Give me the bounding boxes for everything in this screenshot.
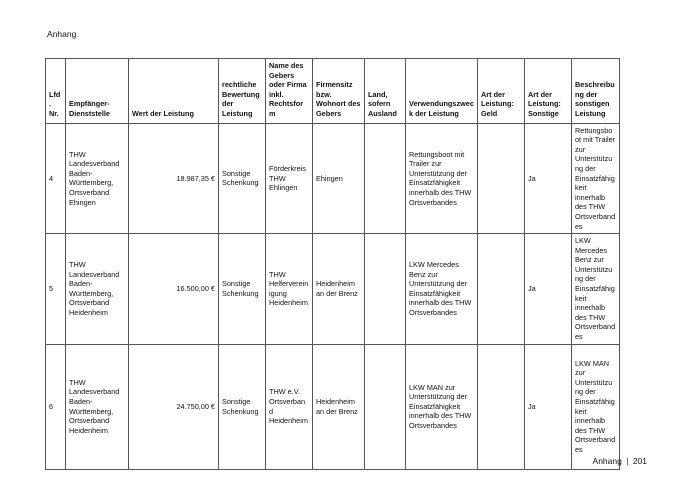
column-header: Firmensitz bzw. Wohnort des Gebers — [313, 59, 365, 124]
cell-description: LKW Mercedes Benz zur Unterstützung der Einsatzfähigkeit innerhalb des THW Ortsverbandes — [572, 234, 620, 345]
cell-legal: Sonstige Schenkung — [219, 344, 266, 469]
donations-table — [45, 58, 620, 470]
cell-money — [478, 234, 525, 345]
column-header: Art der Leistung: Geld — [478, 59, 525, 124]
cell-value: 18.987,35 € — [129, 123, 219, 234]
cell-donor: THW e.V. Ortsverband Heidenheim — [266, 344, 313, 469]
cell-seat: Heidenheim an der Brenz — [313, 234, 365, 345]
page-header-title: Anhang — [47, 29, 77, 39]
cell-legal: Sonstige Schenkung — [219, 123, 266, 234]
cell-country — [365, 344, 406, 469]
table-header-row — [46, 59, 620, 124]
cell-donor: Förderkreis THW Ehlingen — [266, 123, 313, 234]
column-header: rechtliche Bewertung der Leistung — [219, 59, 266, 124]
cell-nr: 4 — [46, 123, 66, 234]
column-header: Lfd. Nr. — [46, 59, 66, 124]
table-row — [46, 234, 620, 345]
cell-other: Ja — [525, 234, 572, 345]
table-row — [46, 344, 620, 469]
cell-seat: Heidenheim an der Brenz — [313, 344, 365, 469]
column-header: Wert der Leistung — [129, 59, 219, 124]
cell-nr: 5 — [46, 234, 66, 345]
cell-seat: Ehingen — [313, 123, 365, 234]
cell-other: Ja — [525, 344, 572, 469]
cell-other: Ja — [525, 123, 572, 234]
column-header: Verwendungszweck der Leistung — [406, 59, 478, 124]
table-row — [46, 123, 620, 234]
column-header: Land, sofern Ausland — [365, 59, 406, 124]
cell-country — [365, 234, 406, 345]
footer-section: Anhang — [592, 456, 622, 466]
cell-money — [478, 123, 525, 234]
cell-country — [365, 123, 406, 234]
column-header: Name des Gebers oder Firma inkl. Rechtsform — [266, 59, 313, 124]
page-number: 201 — [632, 456, 647, 466]
cell-description: LKW MAN zur Unterstützung der Einsatzfähigkeit innerhalb des THW Ortsverbandes — [572, 344, 620, 469]
column-header: Art der Leistung: Sonstige — [525, 59, 572, 124]
cell-recipient: THW Landesverband Baden-Württemberg, Ortsverband Ehingen — [66, 123, 129, 234]
column-header: Beschreibung der sonstigen Leistung — [572, 59, 620, 124]
cell-value: 16.500,00 € — [129, 234, 219, 345]
column-header: Empfänger-Dienststelle — [66, 59, 129, 124]
cell-legal: Sonstige Schenkung — [219, 234, 266, 345]
cell-donor: THW Helfervereinigung Heidenheim — [266, 234, 313, 345]
cell-value: 24.750,00 € — [129, 344, 219, 469]
cell-nr: 6 — [46, 344, 66, 469]
cell-purpose: LKW Mercedes Benz zur Unterstützung der Einsatzfähigkeit innerhalb des THW Ortsverbandes — [406, 234, 478, 345]
cell-recipient: THW Landesverband Baden-Württemberg, Ortsverband Heidenheim — [66, 344, 129, 469]
cell-money — [478, 344, 525, 469]
cell-recipient: THW Landesverband Baden-Württemberg, Ortsverband Heidenheim — [66, 234, 129, 345]
page-footer — [593, 456, 647, 466]
cell-purpose: Rettungsboot mit Trailer zur Unterstützung der Einsatzfähigkeit innerhalb des THW Ortsverbandes — [406, 123, 478, 234]
cell-purpose: LKW MAN zur Unterstützung der Einsatzfähigkeit innerhalb des THW Ortsverbandes — [406, 344, 478, 469]
footer-separator: | — [626, 456, 629, 466]
cell-description: Rettungsboot mit Trailer zur Unterstützung der Einsatzfähigkeit innerhalb des THW Ortsverbandes — [572, 123, 620, 234]
